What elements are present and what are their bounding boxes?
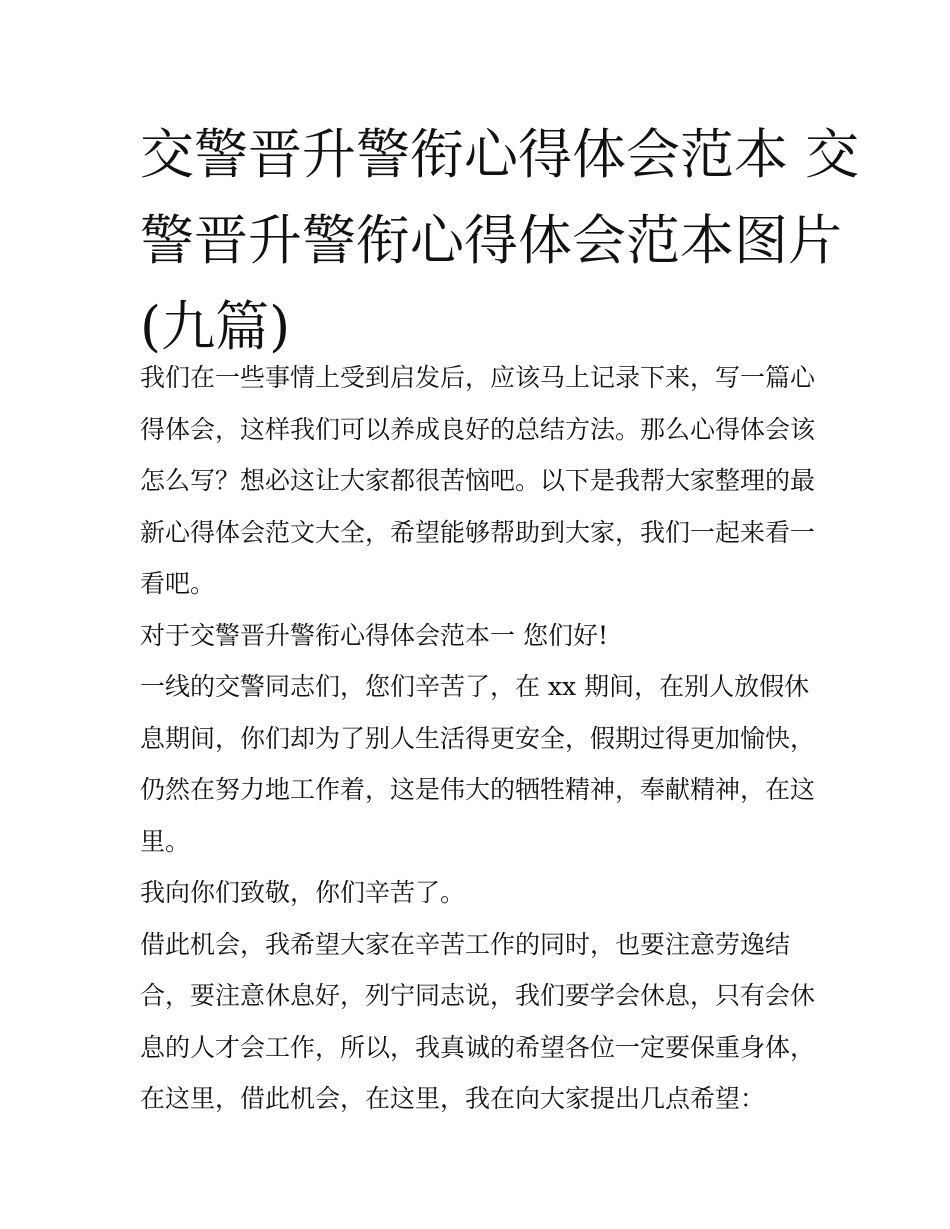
document-title bbox=[140, 112, 860, 370]
body-line: 在这里，借此机会，在这里，我在向大家提出几点希望： bbox=[140, 1084, 766, 1113]
document-body bbox=[140, 352, 830, 1125]
title-line-1: 交警晋升警衔心得体会范本 交 bbox=[140, 123, 860, 186]
body-line: 新心得体会范文大全，希望能够帮助到大家，我们一起来看一 bbox=[140, 517, 816, 547]
body-line: 合，要注意休息好，列宁同志说，我们要学会休息，只有会休 bbox=[140, 981, 816, 1010]
body-line: 看吧。 bbox=[140, 569, 216, 598]
body-line: 借此机会，我希望大家在辛苦工作的同时，也要注意劳逸结 bbox=[140, 929, 791, 959]
body-line: 得体会，这样我们可以养成良好的总结方法。那么心得体会该 bbox=[140, 414, 816, 444]
body-line: 我们在一些事情上受到启发后，应该马上记录下来，写一篇心 bbox=[140, 363, 816, 392]
section-heading-line: 对于交警晋升警衔心得体会范本一 您们好! bbox=[140, 620, 608, 650]
title-line-3: (九篇) bbox=[140, 295, 291, 358]
body-line: 仍然在努力地工作着，这是伟大的牺牲精神，奉献精神，在这 bbox=[140, 775, 816, 804]
body-line: 里。 bbox=[140, 826, 191, 856]
title-line-2: 警晋升警衔心得体会范本图片 bbox=[140, 209, 842, 272]
body-line: 我向你们致敬，你们辛苦了。 bbox=[140, 878, 466, 907]
body-line: 怎么写？想必这让大家都很苦恼吧。以下是我帮大家整理的最 bbox=[140, 466, 816, 495]
body-line: 息的人才会工作，所以，我真诚的希望各位一定要保重身体， bbox=[140, 1032, 816, 1062]
body-line: 一线的交警同志们，您们辛苦了，在 xx 期间，在别人放假休 bbox=[140, 672, 810, 701]
body-line: 息期间，你们却为了别人生活得更安全，假期过得更加愉快， bbox=[140, 723, 816, 753]
